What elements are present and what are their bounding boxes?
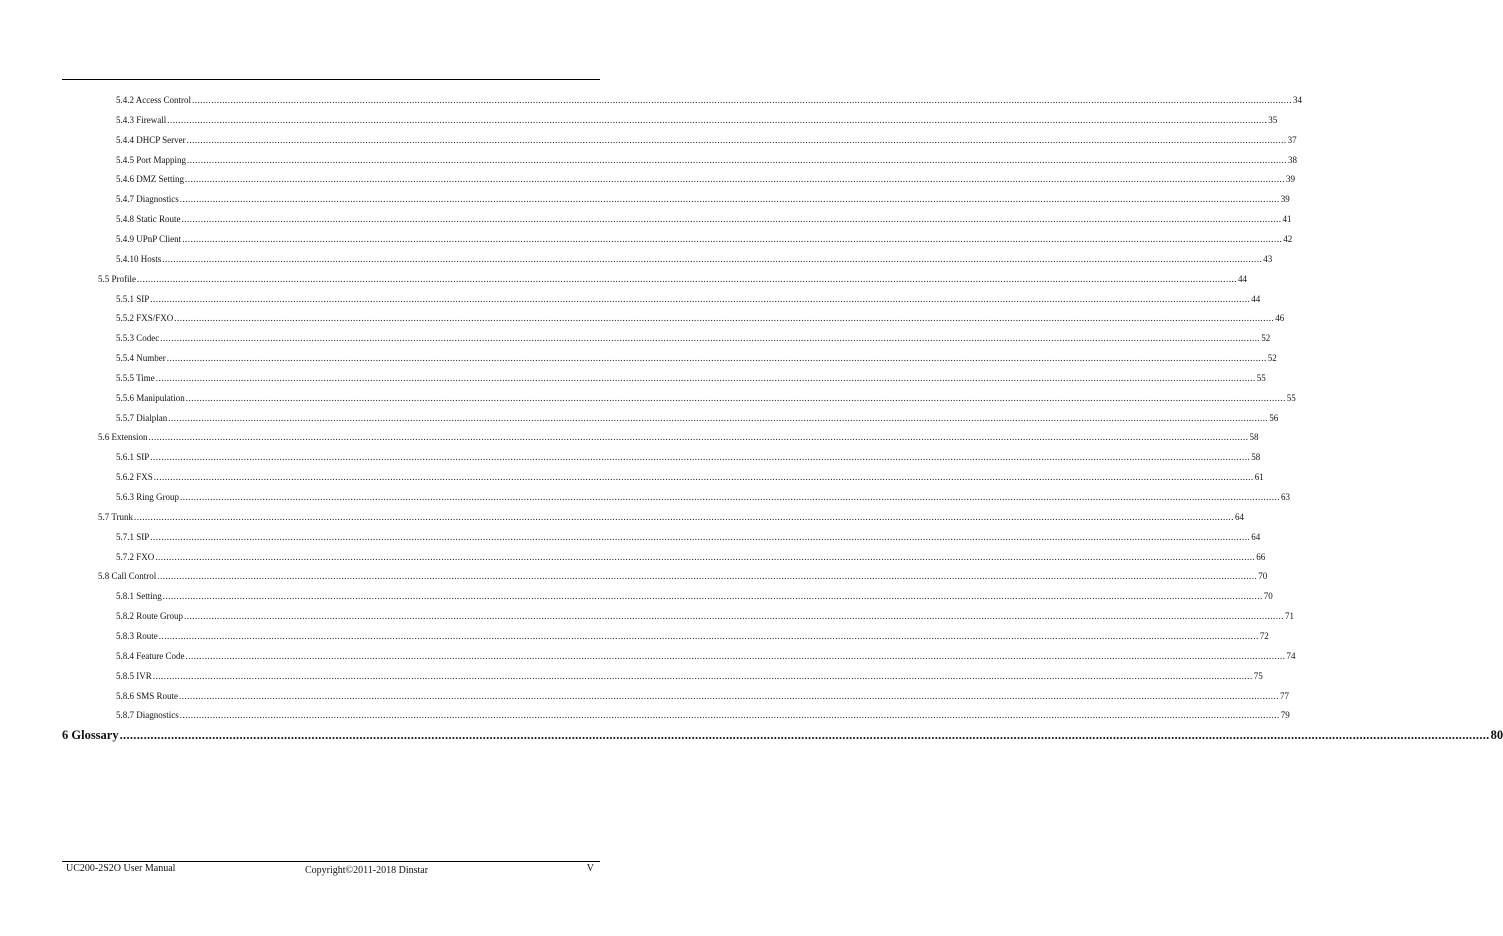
toc-leader-dots: ................................................................................................................................................................................................................................................................................................................................................................................................................ (185, 174, 1286, 185)
toc-entry-title: 5.8.2 Route Group (116, 611, 183, 622)
toc-entry[interactable] (116, 253, 1273, 265)
toc-leader-dots: ................................................................................................................................................................................................................................................................................................................................................................................................................ (185, 650, 1286, 661)
toc-entry[interactable] (62, 728, 1503, 743)
toc-entry[interactable] (116, 372, 1266, 384)
toc-entry-title: 5.6 Extension (98, 432, 148, 443)
toc-leader-dots: ................................................................................................................................................................................................................................................................................................................................................................................................................ (168, 412, 1269, 423)
toc-entry[interactable] (98, 570, 1268, 582)
toc-entry-title: 6 Glossary (62, 728, 119, 743)
toc-entry-title: 5.5.1 SIP (116, 293, 150, 304)
footer-rule (62, 861, 600, 862)
toc-entry-title: 5.5 Profile (98, 273, 136, 284)
toc-leader-dots: ................................................................................................................................................................................................................................................................................................................................................................................................................ (152, 670, 1253, 681)
toc-entry-title: 5.5.2 FXS/FXO (116, 313, 174, 324)
toc-entry-title: 5.8.6 SMS Route (116, 690, 179, 701)
toc-leader-dots: ................................................................................................................................................................................................................................................................................................................................................................................................................ (134, 511, 1235, 522)
toc-entry[interactable] (116, 213, 1292, 225)
toc-leader-dots: ................................................................................................................................................................................................................................................................................................................................................................................................................ (160, 333, 1261, 344)
toc-entry-page: 64 (1235, 511, 1245, 522)
toc-leader-dots: ................................................................................................................................................................................................................................................................................................................................................................................................................ (186, 134, 1287, 145)
toc-entry-title: 5.5.6 Manipulation (116, 392, 185, 403)
toc-leader-dots: ................................................................................................................................................................................................................................................................................................................................................................................................................ (181, 214, 1282, 225)
toc-leader-dots: ................................................................................................................................................................................................................................................................................................................................................................................................................ (179, 194, 1280, 205)
toc-leader-dots: ................................................................................................................................................................................................................................................................................................................................................................................................................ (150, 293, 1251, 304)
toc-leader-dots: ................................................................................................................................................................................................................................................................................................................................................................................................................ (180, 492, 1280, 502)
toc-entry-title: 5.4.10 Hosts (116, 253, 162, 264)
toc-entry-page: 39 (1286, 174, 1296, 185)
toc-entry-title: 5.5.5 Time (116, 372, 155, 383)
footer-manual-title: UC200-2S2O User Manual (66, 863, 176, 874)
toc-leader-dots: ................................................................................................................................................................................................................................................................................................................................................................................................................ (182, 233, 1283, 244)
toc-entry-page: 58 (1251, 452, 1261, 463)
toc-leader-dots: ................................................................................................................................................................................................................................................................................................................................................................................................................ (153, 472, 1254, 483)
toc-entry[interactable] (116, 491, 1290, 503)
toc-entry-page: 56 (1269, 412, 1279, 423)
toc-entry-page: 80 (1490, 728, 1503, 743)
toc-entry[interactable] (116, 709, 1290, 721)
toc-entry-page: 52 (1267, 353, 1277, 364)
toc-entry-page: 74 (1286, 650, 1296, 661)
toc-entry[interactable] (116, 193, 1290, 205)
toc-entry[interactable] (116, 412, 1279, 424)
toc-entry-title: 5.8.4 Feature Code (116, 650, 185, 661)
toc-entry-page: 34 (1293, 95, 1302, 105)
toc-entry-title: 5.5.7 Dialplan (116, 412, 168, 423)
toc-entry-page: 70 (1258, 571, 1268, 582)
toc-entry[interactable] (116, 114, 1278, 126)
toc-entry-title: 5.8.1 Setting (116, 591, 162, 602)
toc-entry[interactable] (116, 551, 1266, 563)
toc-entry[interactable] (116, 352, 1277, 364)
toc-entry[interactable] (116, 610, 1294, 622)
toc-entry[interactable] (116, 471, 1264, 483)
toc-leader-dots: ................................................................................................................................................................................................................................................................................................................................................................................................................ (192, 95, 1292, 105)
toc-entry-page: 63 (1281, 492, 1290, 502)
toc-entry-title: 5.4.2 Access Control (116, 95, 191, 105)
toc-entry-page: 46 (1275, 313, 1285, 324)
header-rule (62, 79, 600, 80)
toc-entry[interactable] (98, 511, 1245, 523)
toc-entry-title: 5.4.6 DMZ Setting (116, 174, 185, 185)
toc-leader-dots: ................................................................................................................................................................................................................................................................................................................................................................................................................ (158, 630, 1259, 641)
toc-entry-page: 55 (1286, 392, 1296, 403)
toc-leader-dots: ................................................................................................................................................................................................................................................................................................................................................................................................................ (155, 372, 1256, 383)
toc-entry-page: 70 (1263, 591, 1273, 602)
toc-entry-page: 79 (1280, 710, 1290, 721)
toc-leader-dots: ................................................................................................................................................................................................................................................................................................................................................................................................................ (167, 114, 1268, 125)
toc-entry-title: 5.8.5 IVR (116, 670, 152, 681)
toc-entry-page: 71 (1285, 611, 1294, 622)
toc-leader-dots: ................................................................................................................................................................................................................................................................................................................................................................................................................ (166, 353, 1267, 364)
toc-entry-title: 5.8.3 Route (116, 630, 158, 641)
toc-entry-page: 41 (1282, 214, 1292, 225)
toc-leader-dots: ................................................................................................................................................................................................................................................................................................................................................................................................................ (150, 531, 1251, 542)
toc-entry-page: 61 (1254, 472, 1264, 483)
toc-entry-title: 5.7 Trunk (98, 511, 134, 522)
toc-entry[interactable] (116, 293, 1261, 305)
toc-entry-title: 5.4.3 Firewall (116, 114, 167, 125)
toc-entry-title: 5.8.7 Diagnostics (116, 710, 179, 721)
toc-entry-page: 66 (1256, 551, 1266, 562)
toc-entry[interactable] (116, 590, 1273, 602)
toc-entry-title: 5.6.2 FXS (116, 472, 153, 483)
toc-leader-dots: ................................................................................................................................................................................................................................................................................................................................................................................................................ (150, 452, 1251, 463)
toc-entry-title: 5.5.3 Codec (116, 333, 160, 344)
toc-entry-page: 52 (1261, 333, 1271, 344)
toc-leader-dots: ................................................................................................................................................................................................................................................................................................................................................................................................................ (162, 591, 1263, 602)
toc-leader-dots: ................................................................................................................................................................................................................................................................................................................................................................................................................ (119, 728, 1490, 743)
toc-entry-page: 72 (1259, 630, 1269, 641)
toc-entry-page: 58 (1249, 432, 1259, 443)
toc-entry[interactable] (116, 154, 1298, 166)
toc-leader-dots: ................................................................................................................................................................................................................................................................................................................................................................................................................ (185, 392, 1286, 403)
toc-entry-page: 64 (1251, 531, 1261, 542)
toc-entry-page: 44 (1251, 293, 1261, 304)
toc-entry-title: 5.4.4 DHCP Server (116, 134, 186, 145)
toc-entry-title: 5.6.1 SIP (116, 452, 150, 463)
toc-entry[interactable] (116, 630, 1269, 642)
toc-entry[interactable] (116, 670, 1263, 682)
toc-leader-dots: ................................................................................................................................................................................................................................................................................................................................................................................................................ (162, 253, 1263, 264)
toc-entry[interactable] (98, 431, 1259, 443)
footer-copyright: Copyright©2011-2018 Dinstar (305, 865, 429, 876)
toc-entry[interactable] (116, 134, 1297, 146)
toc-entry-title: 5.4.5 Port Mapping (116, 154, 187, 165)
toc-entry-title: 5.4.8 Static Route (116, 214, 181, 225)
toc-entry-page: 42 (1283, 233, 1293, 244)
footer-page-number: V (586, 863, 594, 874)
toc-leader-dots: ................................................................................................................................................................................................................................................................................................................................................................................................................ (184, 611, 1284, 622)
toc-leader-dots: ................................................................................................................................................................................................................................................................................................................................................................................................................ (155, 551, 1256, 562)
toc-entry-page: 39 (1280, 194, 1290, 205)
toc-entry[interactable] (116, 332, 1271, 344)
toc-entry[interactable] (116, 650, 1296, 662)
toc-entry-title: 5.7.2 FXO (116, 551, 155, 562)
toc-entry-page: 75 (1253, 670, 1263, 681)
toc-leader-dots: ................................................................................................................................................................................................................................................................................................................................................................................................................ (187, 154, 1288, 165)
toc-entry-title: 5.8 Call Control (98, 571, 157, 582)
toc-leader-dots: ................................................................................................................................................................................................................................................................................................................................................................................................................ (157, 571, 1258, 582)
toc-leader-dots: ................................................................................................................................................................................................................................................................................................................................................................................................................ (174, 313, 1275, 324)
toc-leader-dots: ................................................................................................................................................................................................................................................................................................................................................................................................................ (148, 432, 1249, 443)
toc-entry[interactable] (116, 94, 1302, 106)
toc-entry[interactable] (116, 233, 1293, 245)
toc-entry-title: 5.6.3 Ring Group (116, 492, 179, 502)
toc-entry-page: 37 (1287, 134, 1297, 145)
toc-entry-page: 55 (1256, 372, 1266, 383)
toc-entry[interactable] (116, 173, 1296, 185)
toc-entry-page: 43 (1263, 253, 1273, 264)
toc-entry-page: 38 (1288, 154, 1298, 165)
toc-entry-title: 5.5.4 Number (116, 353, 166, 364)
toc-leader-dots: ................................................................................................................................................................................................................................................................................................................................................................................................................ (179, 690, 1280, 701)
toc-entry-page: 44 (1238, 273, 1247, 284)
toc-leader-dots: ................................................................................................................................................................................................................................................................................................................................................................................................................ (179, 710, 1280, 721)
toc-entry[interactable] (116, 690, 1290, 702)
toc-entry-title: 5.7.1 SIP (116, 531, 150, 542)
toc-entry-page: 35 (1268, 114, 1278, 125)
toc-entry[interactable] (116, 451, 1261, 463)
toc-entry[interactable] (98, 273, 1247, 285)
toc-entry-page: 77 (1280, 690, 1290, 701)
toc-entry[interactable] (116, 392, 1296, 404)
toc-entry-title: 5.4.7 Diagnostics (116, 194, 179, 205)
toc-entry[interactable] (116, 312, 1285, 324)
toc-leader-dots: ................................................................................................................................................................................................................................................................................................................................................................................................................ (137, 273, 1237, 284)
toc-entry-title: 5.4.9 UPnP Client (116, 233, 182, 244)
toc-entry[interactable] (116, 531, 1261, 543)
